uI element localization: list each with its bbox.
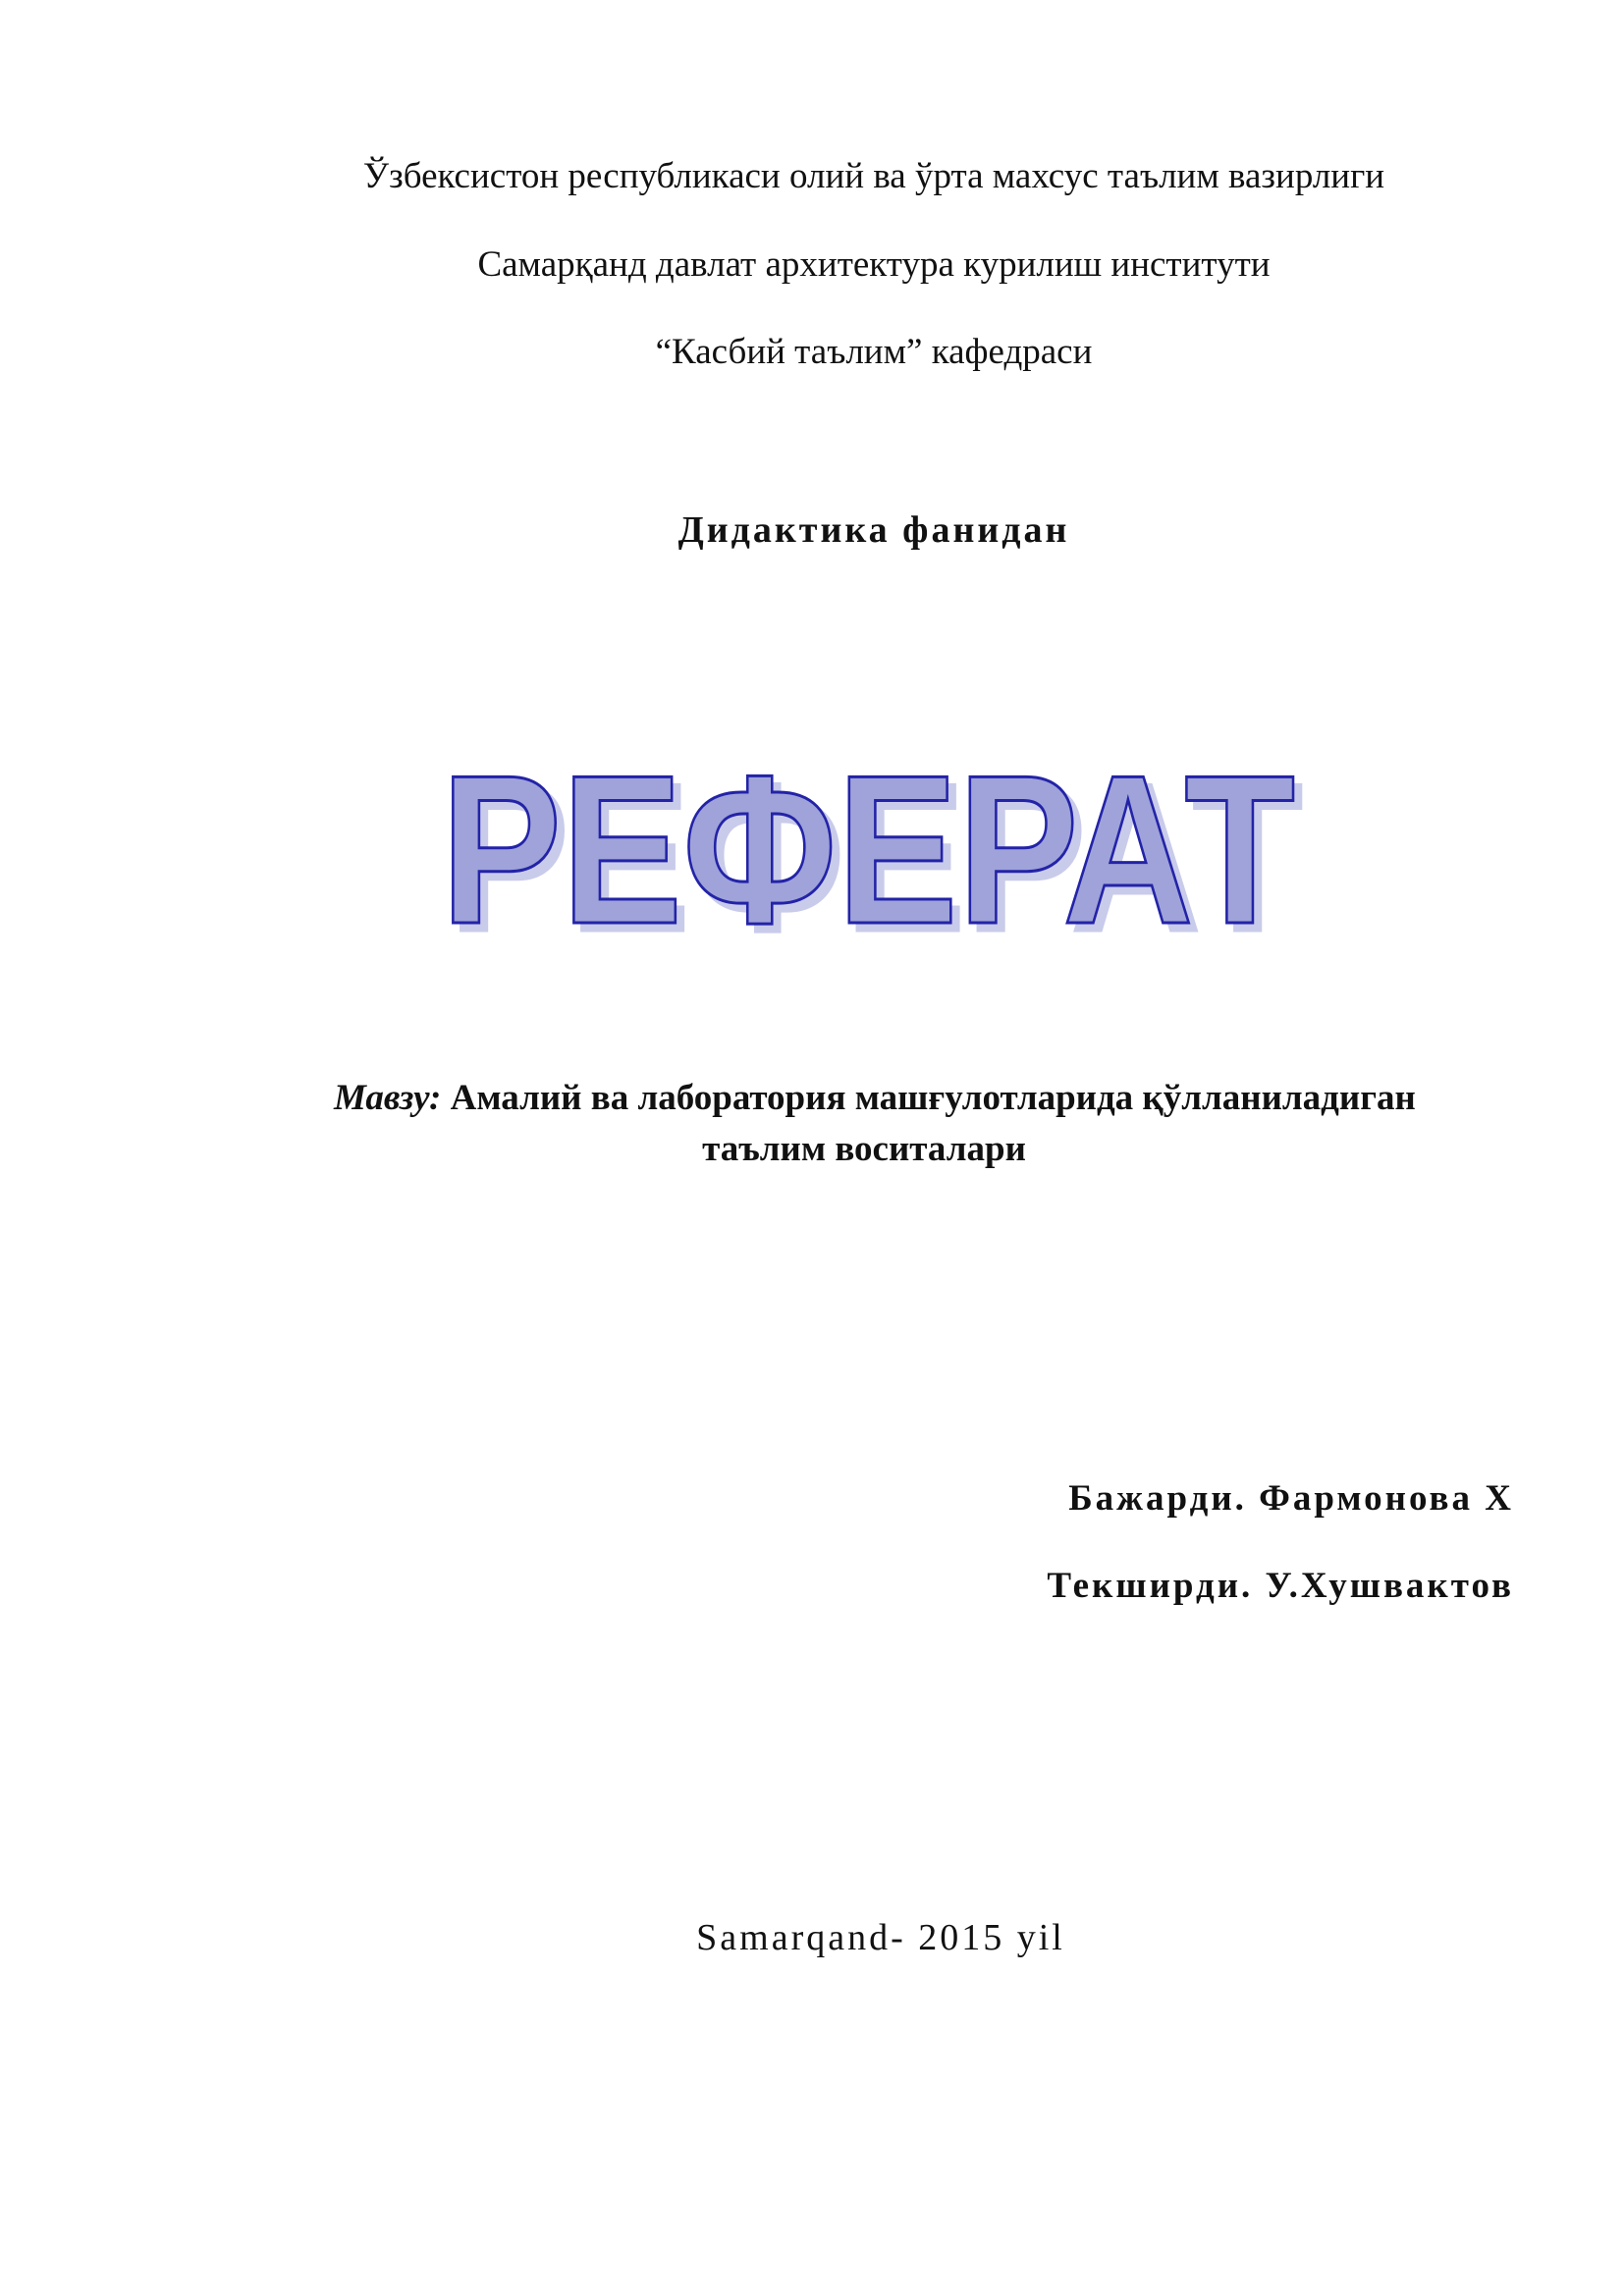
subject-heading: Дидактика фанидан bbox=[677, 509, 1070, 551]
topic-block bbox=[334, 1073, 1492, 1175]
done-by-signature: Бажарди. Фармонова Х bbox=[1068, 1478, 1514, 1519]
ministry-heading: Ўзбексистон республикаси олий ва ўрта махсус таълим вазирлиги bbox=[362, 156, 1385, 196]
title-shadow: РЕФЕРАТ bbox=[449, 756, 1303, 952]
topic-text-1: Амалий ва лаборатория машғулотларида қўлланиладиган bbox=[441, 1078, 1416, 1118]
title-wordart-svg bbox=[432, 756, 1306, 952]
department-heading: “Касбий таълим” кафедраси bbox=[655, 332, 1093, 372]
title-text: РЕФЕРАТ bbox=[441, 756, 1295, 952]
title-wordart bbox=[432, 756, 1306, 952]
footer-place-year: Samarqand- 2015 yil bbox=[696, 1917, 1065, 1958]
topic-label: Мавзу: bbox=[334, 1078, 442, 1118]
topic-line-1 bbox=[334, 1073, 1492, 1124]
institute-heading: Самарқанд давлат архитектура курилиш институти bbox=[477, 244, 1271, 285]
checked-by-signature: Текширди. У.Хушвактов bbox=[1047, 1566, 1514, 1606]
topic-text-2: таълим воситалари bbox=[702, 1129, 1026, 1169]
